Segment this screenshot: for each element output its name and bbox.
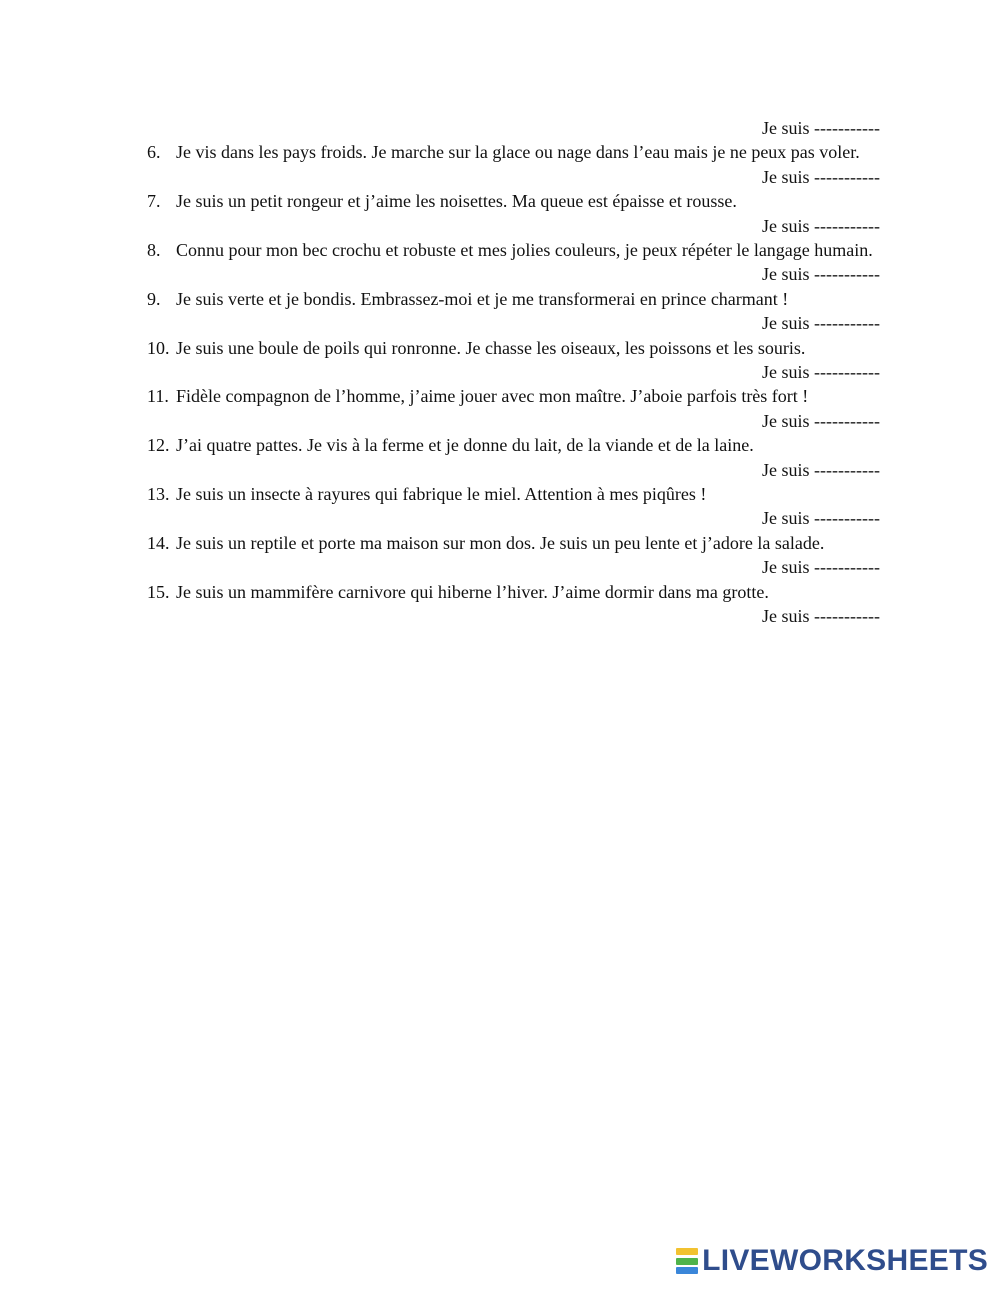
question-text: Je suis un petit rongeur et j’aime les noisettes. Ma queue est épaisse et rousse. <box>176 191 737 212</box>
question-item <box>147 384 880 408</box>
question-text: Je suis une boule de poils qui ronronne. Je chasse les oiseaux, les poissons et les souris. <box>176 337 806 358</box>
question-number: 6. <box>147 142 161 163</box>
question-item <box>147 433 880 457</box>
question-item <box>147 531 880 555</box>
answer-line: Je suis ----------- <box>762 459 880 480</box>
question-item <box>147 482 880 506</box>
worksheet-content <box>147 116 880 628</box>
question-item <box>147 189 880 213</box>
question-text: Je suis un reptile et porte ma maison sur mon dos. Je suis un peu lente et j’adore la salade. <box>176 532 825 553</box>
answer-line: Je suis ----------- <box>762 605 880 626</box>
logo-icon <box>676 1248 698 1274</box>
answer-line: Je suis ----------- <box>762 118 880 138</box>
question-text: J’ai quatre pattes. Je vis à la ferme et je donne du lait, de la viande et de la laine. <box>176 435 754 456</box>
question-number: 14. <box>147 532 170 553</box>
logo-bar-yellow <box>676 1248 698 1255</box>
answer-line: Je suis ----------- <box>762 508 880 529</box>
liveworksheets-logo <box>676 1241 988 1281</box>
answer-line: Je suis ----------- <box>762 557 880 578</box>
question-number: 12. <box>147 435 170 456</box>
answer-line: Je suis ----------- <box>762 361 880 382</box>
question-text: Je suis un insecte à rayures qui fabrique le miel. Attention à mes piqûres ! <box>176 483 707 504</box>
answer-line: Je suis ----------- <box>762 215 880 236</box>
question-text: Connu pour mon bec crochu et robuste et mes jolies couleurs, je peux répéter le langage humain. <box>176 239 873 260</box>
question-item <box>147 140 880 164</box>
question-number: 11. <box>147 386 169 407</box>
logo-text: LIVEWORKSHEETS <box>702 1244 988 1277</box>
answer-line: Je suis ----------- <box>762 264 880 285</box>
question-item <box>147 287 880 311</box>
answer-line: Je suis ----------- <box>762 166 880 187</box>
question-item <box>147 580 880 604</box>
question-text: Je vis dans les pays froids. Je marche sur la glace ou nage dans l’eau mais je ne peux pas voler. <box>176 142 860 163</box>
question-text: Fidèle compagnon de l’homme, j’aime jouer avec mon maître. J’aboie parfois très fort ! <box>176 386 809 407</box>
question-number: 15. <box>147 581 170 602</box>
logo-bar-blue <box>676 1267 698 1274</box>
question-number: 13. <box>147 483 170 504</box>
answer-line: Je suis ----------- <box>762 410 880 431</box>
question-number: 7. <box>147 191 161 212</box>
question-number: 8. <box>147 239 161 260</box>
question-item <box>147 238 880 262</box>
question-text: Je suis verte et je bondis. Embrassez-moi et je me transformerai en prince charmant ! <box>176 288 789 309</box>
question-text: Je suis un mammifère carnivore qui hiberne l’hiver. J’aime dormir dans ma grotte. <box>176 581 769 602</box>
question-number: 9. <box>147 288 161 309</box>
question-number: 10. <box>147 337 170 358</box>
question-item <box>147 336 880 360</box>
answer-line: Je suis ----------- <box>762 313 880 334</box>
logo-bar-green <box>676 1258 698 1265</box>
